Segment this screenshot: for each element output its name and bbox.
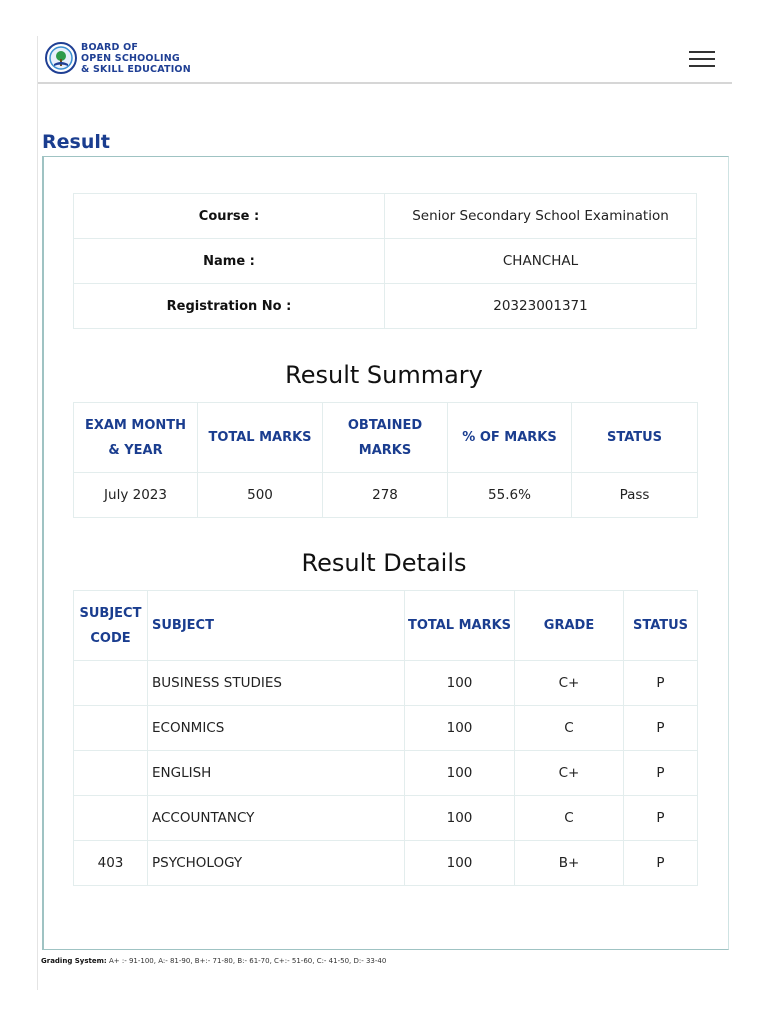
logo-line-3: & SKILL EDUCATION — [81, 64, 191, 75]
subject-status: P — [624, 661, 698, 706]
summary-header-total-marks: TOTAL MARKS — [198, 403, 323, 473]
course-label: Course : — [74, 194, 385, 239]
subject-status: P — [624, 796, 698, 841]
info-row-course — [74, 194, 697, 239]
page-title: Result — [42, 131, 110, 153]
site-header — [38, 36, 732, 84]
subject-name: ENGLISH — [148, 751, 405, 796]
result-summary-heading: Result Summary — [285, 361, 483, 389]
subject-grade: C+ — [515, 661, 624, 706]
table-row — [74, 841, 698, 886]
subject-total-marks: 100 — [405, 661, 515, 706]
logo-line-2: OPEN SCHOOLING — [81, 53, 180, 64]
subject-code — [74, 751, 148, 796]
subject-grade: C — [515, 706, 624, 751]
details-header-subject: SUBJECT — [148, 591, 405, 661]
registration-value: 20323001371 — [385, 284, 697, 329]
board-logo-icon[interactable] — [45, 42, 77, 74]
logo-line-1: BOARD OF — [81, 42, 139, 53]
hamburger-menu-icon[interactable] — [689, 51, 715, 69]
name-value: CHANCHAL — [385, 239, 697, 284]
subject-name: ECONMICS — [148, 706, 405, 751]
result-details-heading: Result Details — [301, 549, 467, 577]
subject-grade: C — [515, 796, 624, 841]
info-row-name — [74, 239, 697, 284]
subject-code: 403 — [74, 841, 148, 886]
subject-grade: C+ — [515, 751, 624, 796]
grading-system-label: Grading System: — [41, 957, 107, 965]
student-info-table — [73, 193, 697, 329]
summary-obtained-marks: 278 — [323, 473, 448, 518]
course-value: Senior Secondary School Examination — [385, 194, 697, 239]
table-row — [74, 706, 698, 751]
subject-total-marks: 100 — [405, 796, 515, 841]
subject-total-marks: 100 — [405, 706, 515, 751]
subject-code — [74, 796, 148, 841]
result-summary-table — [73, 402, 698, 518]
info-row-registration — [74, 284, 697, 329]
summary-header-percent: % OF MARKS — [448, 403, 572, 473]
summary-status: Pass — [572, 473, 698, 518]
summary-row — [74, 473, 698, 518]
summary-header-row — [74, 403, 698, 473]
subject-grade: B+ — [515, 841, 624, 886]
details-header-status: STATUS — [624, 591, 698, 661]
subject-total-marks: 100 — [405, 841, 515, 886]
subject-total-marks: 100 — [405, 751, 515, 796]
table-row — [74, 661, 698, 706]
table-row — [74, 796, 698, 841]
summary-header-status: STATUS — [572, 403, 698, 473]
subject-status: P — [624, 841, 698, 886]
summary-header-exam-month: EXAM MONTH & YEAR — [74, 403, 198, 473]
subject-name: BUSINESS STUDIES — [148, 661, 405, 706]
summary-percent: 55.6% — [448, 473, 572, 518]
summary-total-marks: 500 — [198, 473, 323, 518]
subject-status: P — [624, 706, 698, 751]
details-header-total-marks: TOTAL MARKS — [405, 591, 515, 661]
subject-name: ACCOUNTANCY — [148, 796, 405, 841]
subject-code — [74, 661, 148, 706]
subject-status: P — [624, 751, 698, 796]
summary-header-obtained-marks: OBTAINED MARKS — [323, 403, 448, 473]
subject-code — [74, 706, 148, 751]
grading-system-note — [41, 957, 386, 965]
table-row — [74, 751, 698, 796]
result-details-table — [73, 590, 698, 886]
left-rule — [37, 36, 38, 990]
subject-name: PSYCHOLOGY — [148, 841, 405, 886]
details-header-subject-code: SUBJECT CODE — [74, 591, 148, 661]
summary-exam-month: July 2023 — [74, 473, 198, 518]
board-logo-text — [81, 42, 191, 75]
details-header-row — [74, 591, 698, 661]
name-label: Name : — [74, 239, 385, 284]
details-header-grade: GRADE — [515, 591, 624, 661]
grading-system-text: A+ :- 91-100, A:- 81-90, B+:- 71-80, B:- 61-70, C+:- 51-60, C:- 41-50, D:- 33-40 — [108, 957, 387, 965]
registration-label: Registration No : — [74, 284, 385, 329]
